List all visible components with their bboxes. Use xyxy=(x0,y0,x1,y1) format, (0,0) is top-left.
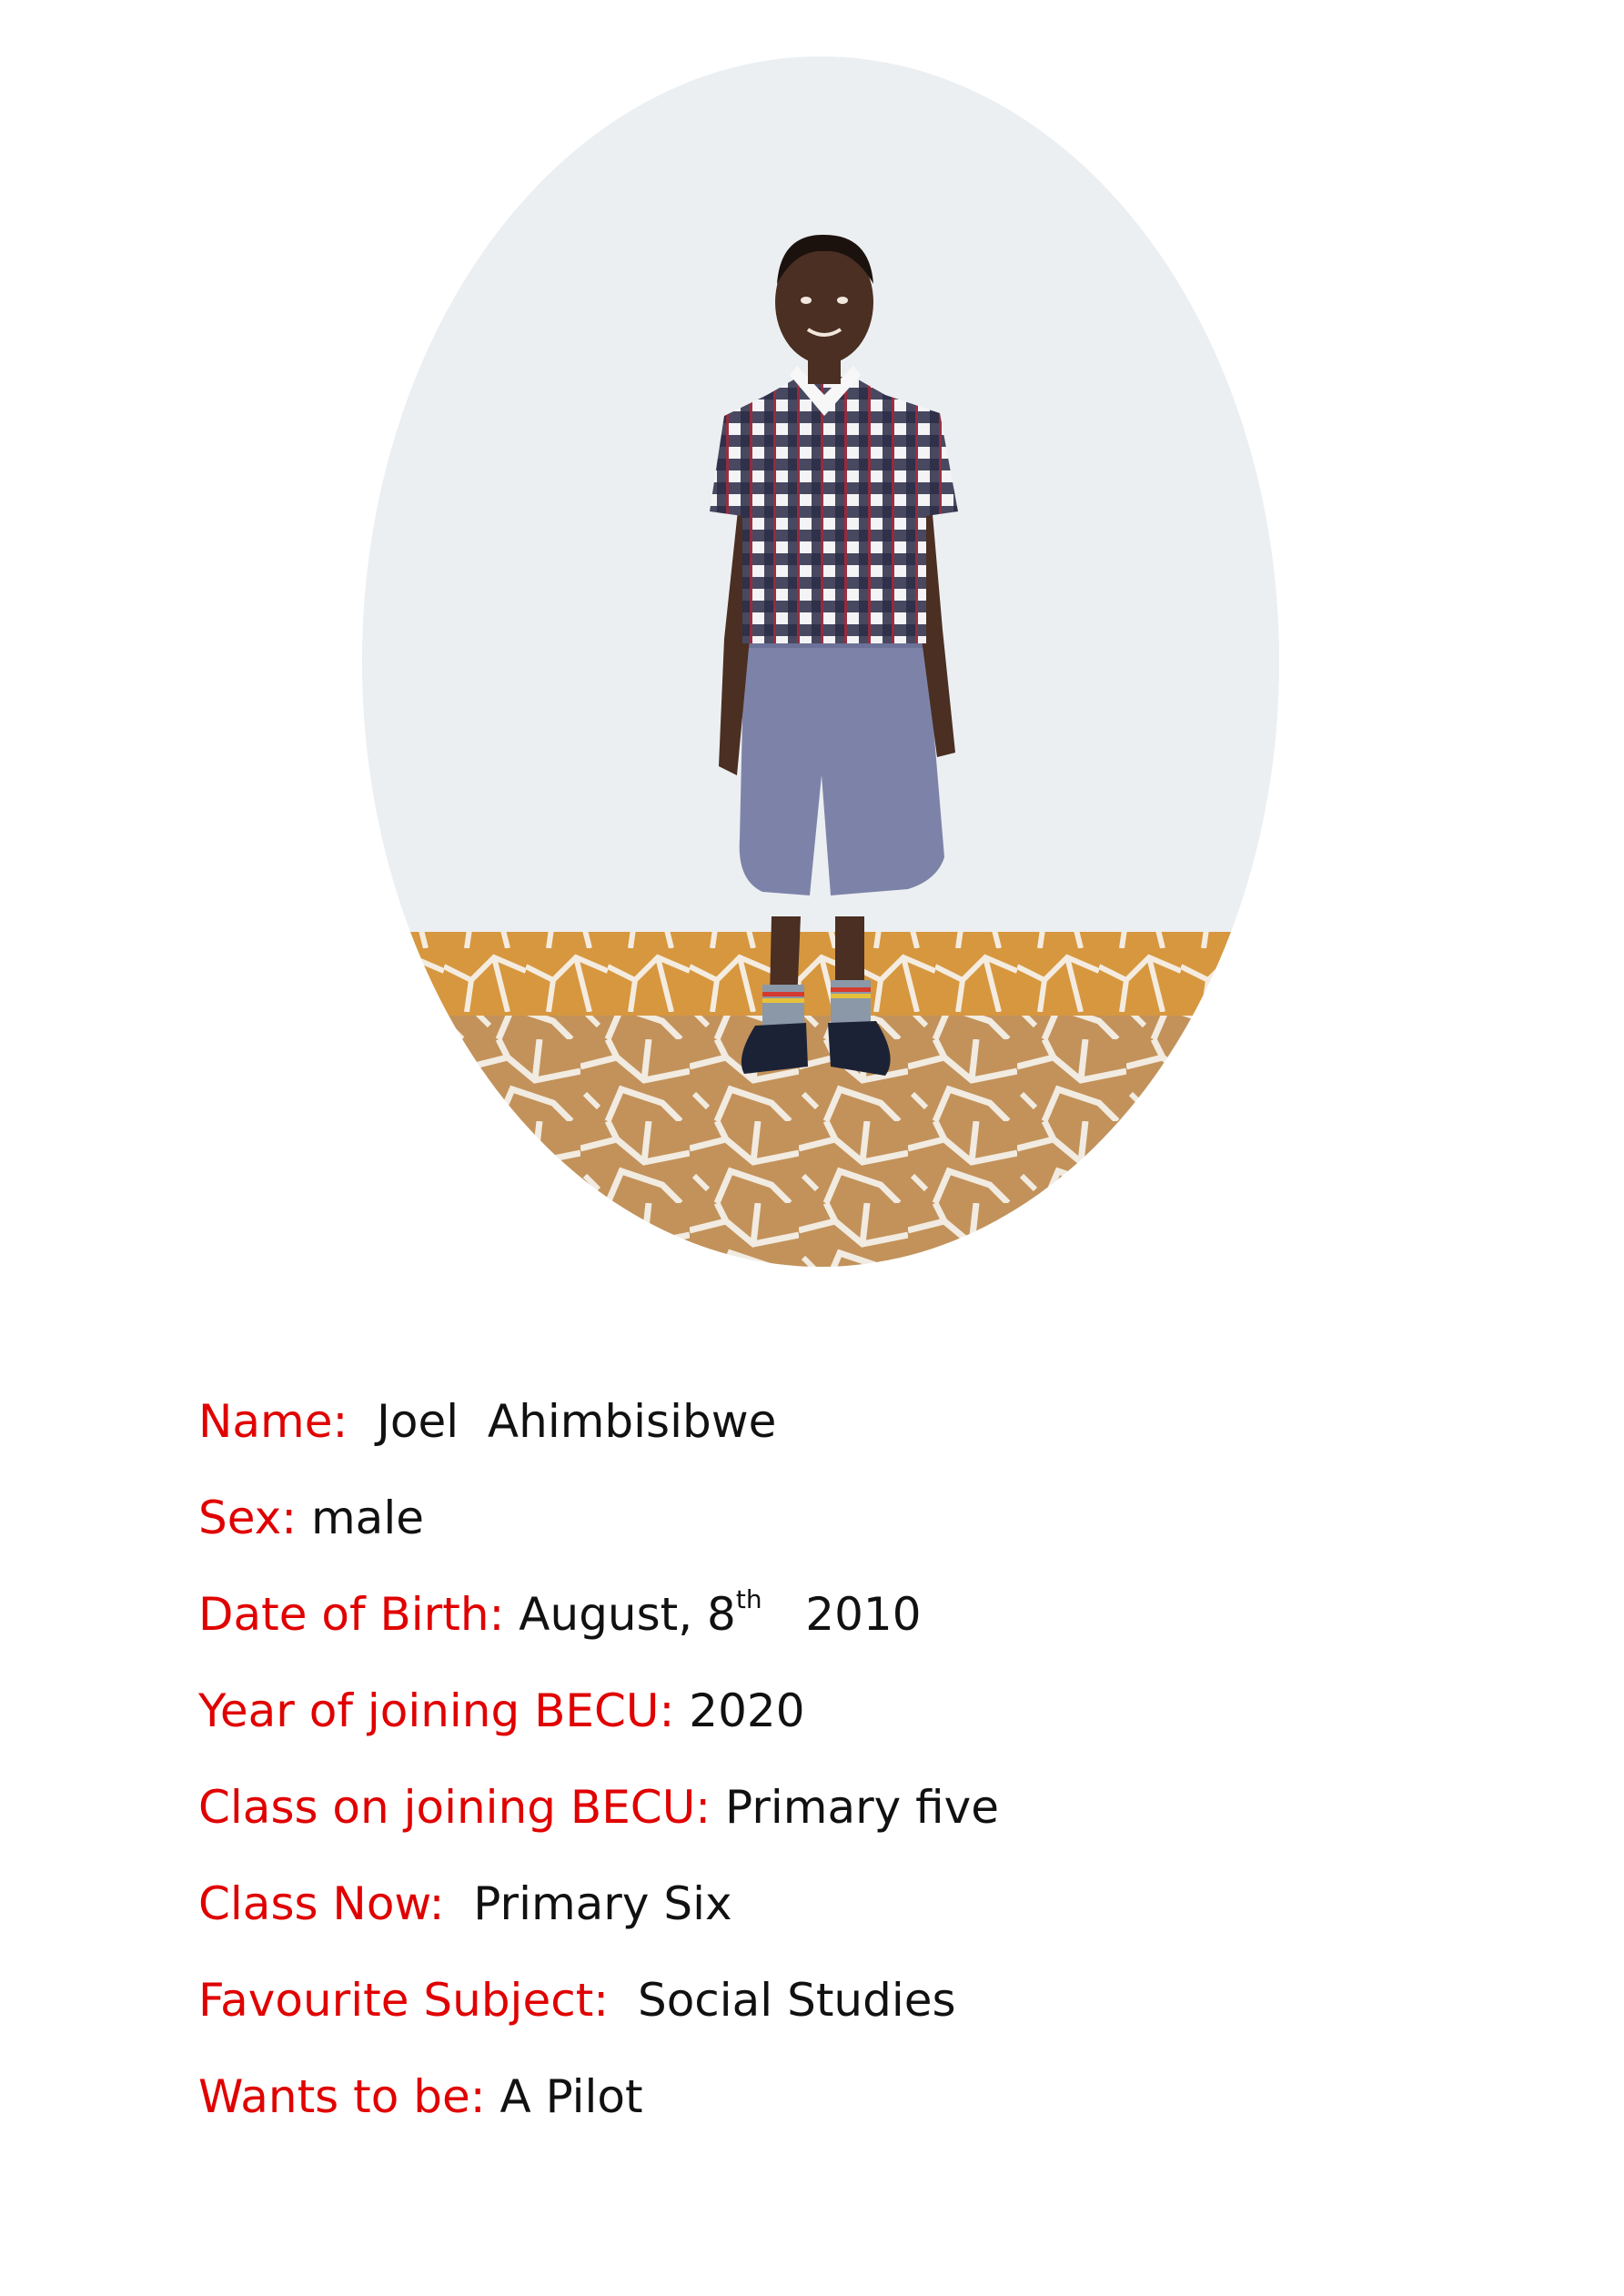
skirting xyxy=(362,932,1279,1016)
name-label: Name: xyxy=(198,1395,348,1448)
shirt xyxy=(710,377,958,643)
favourite-subject-value: Social Studies xyxy=(637,1974,956,2027)
class-joined-row xyxy=(198,1780,1472,1876)
year-joined-label: Year of joining BECU: xyxy=(198,1684,675,1737)
class-now-label: Class Now: xyxy=(198,1877,445,1930)
floor xyxy=(362,1016,1279,1267)
wants-to-be-label: Wants to be: xyxy=(198,2070,486,2123)
dob-year: 2010 xyxy=(805,1588,922,1641)
profile-photo xyxy=(362,56,1279,1267)
favourite-subject-row xyxy=(198,1973,1472,2069)
wants-to-be-value: A Pilot xyxy=(499,2070,643,2123)
profile-details xyxy=(198,1394,1472,2166)
dob-value xyxy=(519,1584,922,1641)
year-joined-row xyxy=(198,1684,1472,1780)
class-joined-label: Class on joining BECU: xyxy=(198,1781,711,1834)
wants-to-be-row xyxy=(198,2069,1472,2166)
profile-photo-illustration xyxy=(362,56,1279,1267)
name-value: Joel Ahimbisibwe xyxy=(377,1395,777,1448)
sex-value: male xyxy=(310,1492,424,1544)
class-now-value: Primary Six xyxy=(473,1877,732,1930)
year-joined-value: 2020 xyxy=(689,1684,805,1737)
sex-label: Sex: xyxy=(198,1492,298,1544)
shorts xyxy=(740,639,944,895)
name-row xyxy=(198,1394,1472,1491)
favourite-subject-label: Favourite Subject: xyxy=(198,1974,610,2027)
class-now-row xyxy=(198,1876,1472,1973)
dob-ordinal-suffix: th xyxy=(735,1584,762,1614)
dob-row xyxy=(198,1584,1472,1684)
dob-label: Date of Birth: xyxy=(198,1588,505,1641)
dob-day: August, 8 xyxy=(519,1588,736,1641)
class-joined-value: Primary five xyxy=(725,1781,999,1834)
sex-row xyxy=(198,1491,1472,1587)
